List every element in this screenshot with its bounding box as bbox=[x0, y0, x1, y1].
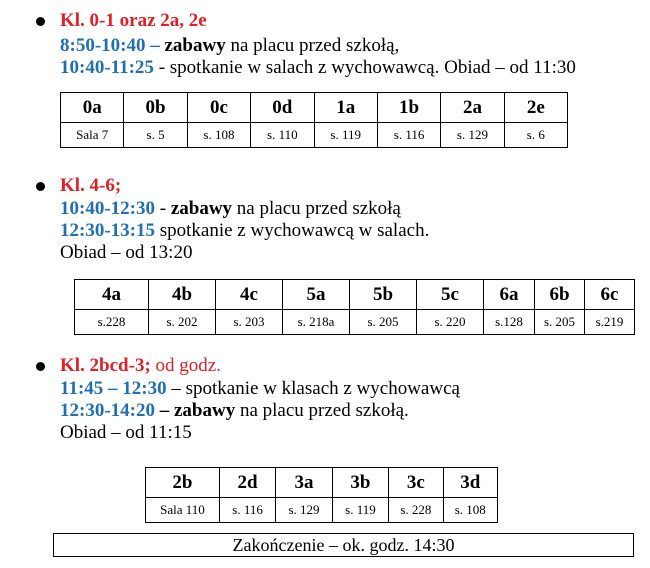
room-cell: s. 6 bbox=[504, 123, 567, 148]
class-cell: 2d bbox=[219, 468, 275, 498]
class-cell: 3d bbox=[443, 468, 497, 498]
section-2-title bbox=[60, 175, 121, 197]
class-cell: 6b bbox=[535, 280, 585, 310]
room-cell: s. 218a bbox=[283, 310, 350, 335]
section-1-line-1: 8:50-10:40 – zabawy na placu przed szkołą, bbox=[60, 35, 400, 56]
room-cell: s. 202 bbox=[149, 310, 216, 335]
room-cell: s. 119 bbox=[314, 123, 377, 148]
room-cell: s.128 bbox=[484, 310, 535, 335]
room-cell: Sala 7 bbox=[61, 123, 124, 148]
room-cell: s. 203 bbox=[216, 310, 283, 335]
room-cell: s. 5 bbox=[124, 123, 187, 148]
section-3-line-2: 12:30-14:20 – zabawy na placu przed szkołą. bbox=[60, 400, 409, 421]
class-cell: 5a bbox=[283, 280, 350, 310]
class-cell: 3b bbox=[332, 468, 388, 498]
room-row bbox=[75, 310, 635, 335]
section-1-title bbox=[60, 10, 207, 32]
room-row bbox=[146, 498, 498, 523]
room-row bbox=[61, 123, 568, 148]
room-cell: s. 228 bbox=[389, 498, 443, 523]
section-2-line-2: 12:30-13:15 spotkanie z wychowawcą w salach. bbox=[60, 220, 430, 241]
bullet-icon bbox=[36, 182, 45, 191]
class-cell: 4b bbox=[149, 280, 216, 310]
room-cell: s. 220 bbox=[417, 310, 484, 335]
room-cell: s. 116 bbox=[377, 123, 440, 148]
room-cell: s. 108 bbox=[187, 123, 250, 148]
class-cell: 5c bbox=[417, 280, 484, 310]
class-cell: 3c bbox=[389, 468, 443, 498]
room-cell: s. 119 bbox=[332, 498, 388, 523]
class-row bbox=[146, 468, 498, 498]
class-cell: 2e bbox=[504, 93, 567, 123]
rooms-table-3 bbox=[145, 467, 498, 523]
class-cell: 6a bbox=[484, 280, 535, 310]
end-time-box: Zakończenie – ok. godz. 14:30 bbox=[53, 533, 634, 557]
class-cell: 1a bbox=[314, 93, 377, 123]
rooms-table-2 bbox=[74, 279, 635, 335]
section-3-line-3: Obiad – od 11:15 bbox=[60, 422, 192, 443]
section-3-line-1: 11:45 – 12:30 – spotkanie w klasach z wychowawcą bbox=[60, 378, 460, 399]
room-cell: s. 129 bbox=[441, 123, 504, 148]
room-cell: Sala 110 bbox=[146, 498, 220, 523]
room-cell: s. 129 bbox=[276, 498, 332, 523]
class-cell: 0c bbox=[187, 93, 250, 123]
class-cell: 1b bbox=[377, 93, 440, 123]
room-cell: s. 108 bbox=[443, 498, 497, 523]
rooms-table-1 bbox=[60, 92, 568, 148]
room-cell: s. 205 bbox=[535, 310, 585, 335]
class-cell: 0a bbox=[61, 93, 124, 123]
class-cell: 3a bbox=[276, 468, 332, 498]
section-2-line-1: 10:40-12:30 - zabawy na placu przed szkołą bbox=[60, 198, 401, 219]
bullet-icon bbox=[36, 362, 45, 371]
room-cell: s.228 bbox=[75, 310, 149, 335]
class-cell: 0d bbox=[251, 93, 314, 123]
room-cell: s. 116 bbox=[219, 498, 275, 523]
class-cell: 0b bbox=[124, 93, 187, 123]
room-cell: s.219 bbox=[585, 310, 635, 335]
section-title-text: Kl. 2bcd-3; bbox=[60, 355, 151, 376]
section-1-line-2: 10:40-11:25 - spotkanie w salach z wychowawcą. Obiad – od 11:30 bbox=[60, 57, 576, 78]
class-cell: 2a bbox=[441, 93, 504, 123]
room-cell: s. 205 bbox=[350, 310, 417, 335]
class-cell: 6c bbox=[585, 280, 635, 310]
class-row bbox=[75, 280, 635, 310]
section-2-line-3: Obiad – od 13:20 bbox=[60, 242, 193, 263]
class-cell: 4a bbox=[75, 280, 149, 310]
section-3-title: Kl. 2bcd-3; od godz. bbox=[60, 355, 221, 376]
bullet-icon bbox=[36, 17, 45, 26]
section-title-text: Kl. 4-6; bbox=[60, 175, 122, 196]
class-cell: 4c bbox=[216, 280, 283, 310]
class-row bbox=[61, 93, 568, 123]
class-cell: 5b bbox=[350, 280, 417, 310]
section-title-text: Kl. 0-1 oraz 2a, 2e bbox=[60, 10, 207, 31]
class-cell: 2b bbox=[146, 468, 220, 498]
room-cell: s. 110 bbox=[251, 123, 314, 148]
